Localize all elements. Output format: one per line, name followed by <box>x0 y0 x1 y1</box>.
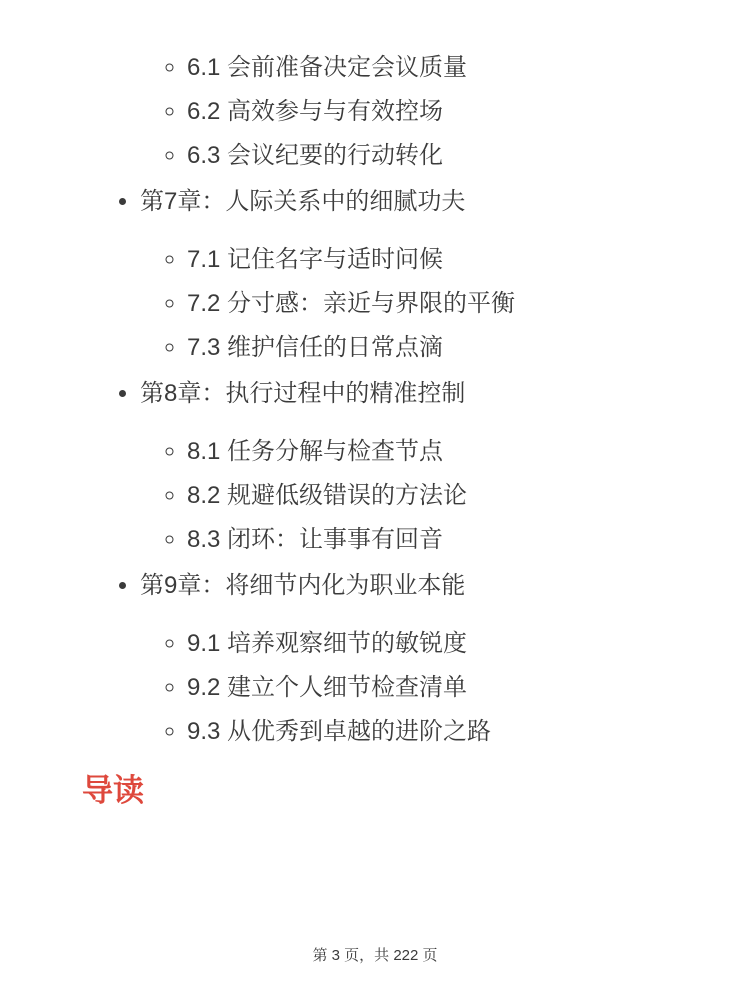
page-footer <box>0 944 750 965</box>
toc-sublist-7 <box>140 243 710 365</box>
toc-sublist-9 <box>140 627 710 749</box>
toc-subitem: ◦ 8.2 规避低级错误的方法论 <box>187 479 710 513</box>
toc-subitem: ◦ 8.1 任务分解与检查节点 <box>187 435 710 469</box>
toc-chapter-label: 第8章：执行过程中的精准控制 <box>140 380 466 407</box>
toc-sublist-6 <box>140 51 710 173</box>
toc-chapter-9 <box>140 569 710 749</box>
toc-subitem: ◦ 9.1 培养观察细节的敏锐度 <box>187 627 710 661</box>
toc-list <box>82 51 710 749</box>
toc-chapter-7 <box>140 185 710 365</box>
section-heading: 导读 <box>82 773 144 808</box>
toc-subitem: ◦ 6.3 会议纪要的行动转化 <box>187 139 710 173</box>
toc-subitem: ◦ 8.3 闭环：让事事有回音 <box>187 523 710 557</box>
toc-chapter-6 <box>140 51 710 173</box>
page-number-text: 第 3 页，共 222 页 <box>312 947 438 964</box>
toc-subitem: ◦ 6.2 高效参与与有效控场 <box>187 95 710 129</box>
toc-chapter-label: 第7章：人际关系中的细腻功夫 <box>140 188 466 215</box>
toc-sublist-8 <box>140 435 710 557</box>
toc-subitem: ◦ 7.2 分寸感：亲近与界限的平衡 <box>187 287 710 321</box>
toc-subitem: ◦ 9.3 从优秀到卓越的进阶之路 <box>187 715 710 749</box>
toc-chapter-8 <box>140 377 710 557</box>
toc-subitem: ◦ 7.3 维护信任的日常点滴 <box>187 331 710 365</box>
toc-subitem: ◦ 9.2 建立个人细节检查清单 <box>187 671 710 705</box>
toc-subitem: ◦ 7.1 记住名字与适时问候 <box>187 243 710 277</box>
toc-subitem: ◦ 6.1 会前准备决定会议质量 <box>187 51 710 85</box>
toc-chapter-label: 第9章：将细节内化为职业本能 <box>140 572 466 599</box>
